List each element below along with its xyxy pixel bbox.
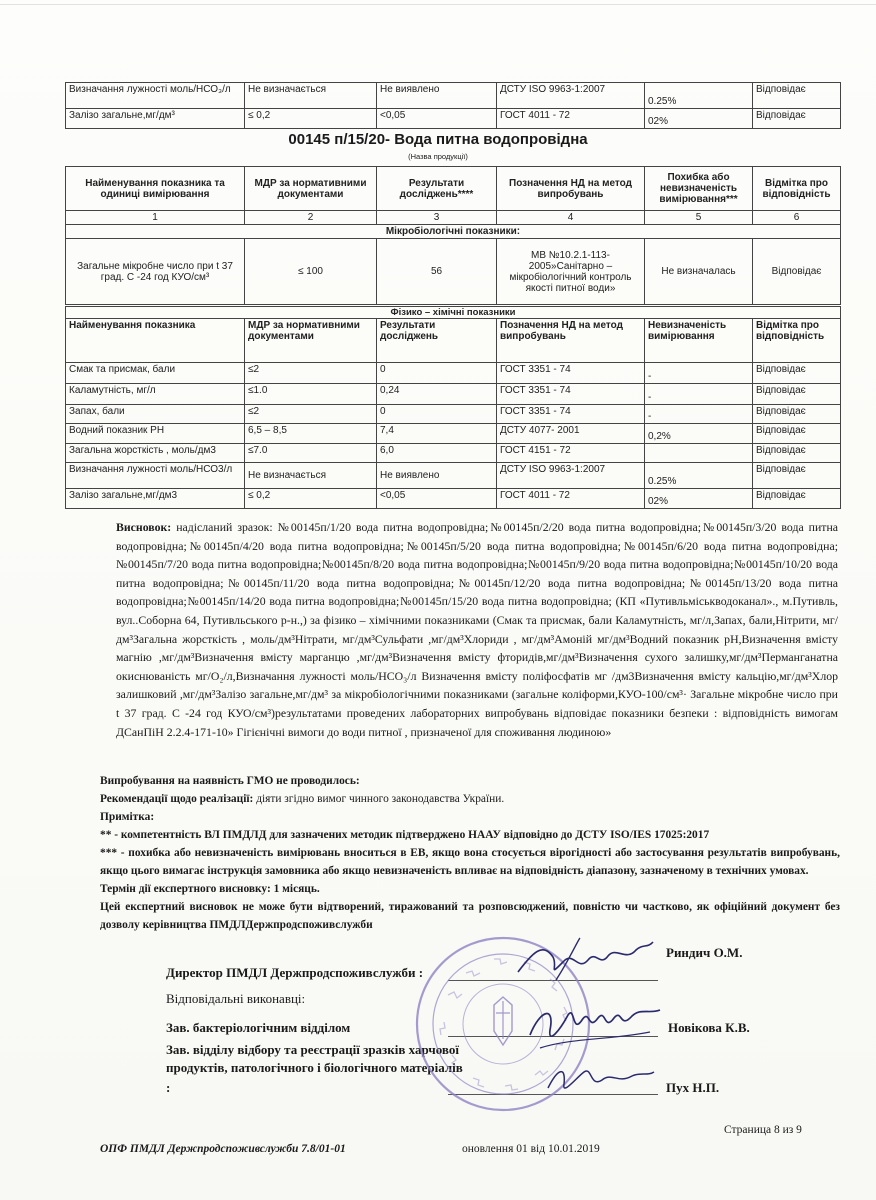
cell-mdr: ≤ 0,2 [245, 109, 377, 129]
director-signature [508, 932, 658, 992]
cell-nd: ДСТУ ISO 9963-1:2007 [497, 463, 645, 489]
bact-signature [520, 990, 670, 1060]
recommendation-text: діяти згідно вимог чинного законодавства України. [256, 793, 505, 805]
reg-title-line1: Зав. відділу відбору та реєстрації зразків харчової [166, 1042, 459, 1057]
gmo-note: Випробування на наявність ГМО не проводилось: [100, 775, 360, 787]
page-number: Страница 8 из 9 [724, 1124, 802, 1136]
cell-mark: Відповідає [753, 363, 841, 384]
cell-result: 6,0 [377, 444, 497, 463]
cell-nd: ГОСТ 4151 - 72 [497, 444, 645, 463]
cell-name: Каламутність, мг/л [66, 384, 245, 405]
col-header: Позначення НД на метод випробувань [497, 167, 645, 211]
table-row [66, 463, 841, 489]
cell-err: 0,2% [645, 424, 753, 444]
cell-result: <0,05 [377, 109, 497, 129]
col-number: 3 [377, 211, 497, 225]
cell-mdr: ≤1.0 [245, 384, 377, 405]
cell-mark: Відповідає [753, 384, 841, 405]
notes-block [100, 772, 840, 934]
note-competence: ** - компетентність ВЛ ПМДЛД для зазначених методик підтверджено НААУ відповідно до ДСТУ ISO/IES 17025:2017 [100, 829, 710, 841]
cell-name: Визначання лужності моль/НСО₃/л [66, 83, 245, 109]
table-row [66, 444, 841, 463]
cell-err: 0.25% [645, 83, 753, 109]
col-header: Невизначеність вимірювання [645, 319, 753, 363]
table-row [66, 83, 841, 109]
table-header-row [66, 319, 841, 363]
cell-mark: Відповідає [753, 463, 841, 489]
col-number: 4 [497, 211, 645, 225]
validity-term: Термін дії експертного висновку: 1 місяць. [100, 883, 320, 895]
sample-title: 00145 п/15/20- Вода питна водопровідна [288, 131, 588, 148]
recommendation-label: Рекомендації щодо реалізації: [100, 793, 254, 805]
cell-mdr: ≤7.0 [245, 444, 377, 463]
cell-name: Залізо загальне,мг/дм³ [66, 109, 245, 129]
cell-mark: Відповідає [753, 444, 841, 463]
conclusion-paragraph [116, 518, 838, 741]
reg-title-line2: продуктів, патологічного і біологічного матеріалів [166, 1060, 463, 1075]
cell-err: 02% [645, 489, 753, 509]
cell-mdr: ≤2 [245, 363, 377, 384]
director-name: Риндич О.М. [666, 945, 743, 960]
bact-title: Зав. бактеріологічним відділом [166, 1020, 351, 1035]
note-label: Примітка: [100, 811, 155, 823]
cell-mdr: Не визначається [245, 463, 377, 489]
table-row [66, 363, 841, 384]
cell-name: Загальне мікробне число при t 37 град. С -24 год КУО/см³ [66, 239, 245, 305]
cell-err: 0.25% [645, 463, 753, 489]
col-header: МДР за нормативними документами [245, 167, 377, 211]
conclusion-label: Висновок: [116, 520, 172, 534]
col-header: Похибка або невизначеність вимірювання*** [645, 167, 753, 211]
recommendation [100, 790, 840, 808]
table-row [66, 109, 841, 129]
cell-mdr: ≤2 [245, 405, 377, 424]
cell-nd: ГОСТ 3351 - 74 [497, 405, 645, 424]
cell-err: - [645, 384, 753, 405]
cell-name: Загальна жорсткість , моль/дм3 [66, 444, 245, 463]
col-number: 1 [66, 211, 245, 225]
table-row [66, 384, 841, 405]
cell-name: Смак та присмак, бали [66, 363, 245, 384]
cell-result: 0 [377, 363, 497, 384]
cell-mark: Відповідає [753, 83, 841, 109]
copyright-note: Цей експертний висновок не може бути відтворений, тиражований та розповсюджений, повністю чи частково, як офіційний документ без дозволу керівництва ПМДЛДержпродспоживслужби [100, 901, 840, 931]
section-row [66, 225, 841, 239]
reg-colon: : [166, 1080, 171, 1095]
cell-nd: ДСТУ ISO 9963-1:2007 [497, 83, 645, 109]
table-row [66, 405, 841, 424]
reg-signature [540, 1058, 660, 1098]
cell-nd: ГОСТ 3351 - 74 [497, 363, 645, 384]
col-number: 6 [753, 211, 841, 225]
update-note: оновлення 01 від 10.01.2019 [462, 1143, 600, 1155]
col-header: МДР за нормативними документами [245, 319, 377, 363]
col-header: Відмітка про відповідність [753, 319, 841, 363]
cell-nd: ГОСТ 4011 - 72 [497, 489, 645, 509]
micro-results-table [65, 166, 841, 305]
cell-mdr: 6,5 – 8,5 [245, 424, 377, 444]
table-row [66, 489, 841, 509]
cell-mdr: ≤ 100 [245, 239, 377, 305]
top-results-table [65, 82, 841, 129]
cell-name: Запах, бали [66, 405, 245, 424]
col-header: Найменування показника [66, 319, 245, 363]
cell-nd: ГОСТ 3351 - 74 [497, 384, 645, 405]
cell-result: 7,4 [377, 424, 497, 444]
table-header-row [66, 167, 841, 211]
phys-results-table [65, 306, 841, 509]
cell-mdr: Не визначається [245, 83, 377, 109]
cell-err: Не визначалась [645, 239, 753, 305]
col-header: Результати досліджень**** [377, 167, 497, 211]
table-row [66, 239, 841, 305]
col-header: Відмітка про відповідність [753, 167, 841, 211]
cell-mark: Відповідає [753, 109, 841, 129]
cell-mark: Відповідає [753, 405, 841, 424]
table-row [66, 424, 841, 444]
cell-err: - [645, 363, 753, 384]
section-row [66, 307, 841, 319]
cell-nd: ГОСТ 4011 - 72 [497, 109, 645, 129]
conclusion-text: надісланий зразок: №00145п/1/20 вода питна водопровідна;№00145п/2/20 вода питна водопровідна;№00145п/3/20 вода питна водопровідна;№00145п/4/20 вода питна водопровідна;№00145п/5/20 вода питна водопровідна;№00145п/6/20 вода питна водопровідна;№00145п/7/20 вода питна водопровідна;№00145п/8/20 вода питна водопровідна;№00145п/9/20 вода питна водопровідна;№00145п/10/20 вода питна водопровідна;№00145п/11/20 вода питна водопровідна;№00145п/12/20 вода питна водопровідна;№00145п/13/20 вода питна водопровідна;№00145п/14/20 вода питна водопровідна;№00145п/15/20 вода питна водопровідна; (КП «Путивльміськводоканал»., м.Путивль, вул..Соборна 64, Путивльського р-н.,) за фізико – хімічними показниками (Смак та присмак, бали Каламутність, мг/л,Запах, бали,Нітрити, мг/дм³Загальна жорсткість , моль/дм³Нітрати, мг/дм³Сульфати ,мг/дм³Хлориди , мг/дм³Амоній мг/дм³Водний показник рН,Визначення вмісту магнію ,мг/дм³Визначення вмісту марганцю ,мг/дм³Визначення вмісту фторидів,мг/дм³Визначення сухого залишку,мг/дм³Перманганатна окиснюваність мг/О₂/л,Визначання лужності моль/НСО₃/л Визначення вмісту поліфосфатів мг /дм3Визначення вмісту кальцію,мг/дм³Хлор залишковий ,мг/дм³Залізо загальне,мг/дм³ за мікробіологічними показниками (загальне коліформи,КУО-100/см³· Загальне мікробне число при t 37 град. С -24 год КУО/см³)результатами проведених лабораторних випробувань відповідає показники безпеки : відповідність вимогам ДСанПіН 2.2.4-171-10» Гігієнічні вимоги до води питної , призначеної для споживання людиною» [116, 520, 839, 739]
sample-subtitle: (Назва продукції) [408, 152, 468, 161]
section-label: Фізико – хімічні показники [66, 307, 841, 319]
cell-mark: Відповідає [753, 239, 841, 305]
cell-result: Не виявлено [377, 83, 497, 109]
cell-result: Не виявлено [377, 463, 497, 489]
column-number-row [66, 211, 841, 225]
cell-result: <0,05 [377, 489, 497, 509]
col-number: 2 [245, 211, 377, 225]
col-header: Найменування показника та одиниці вимірювання [66, 167, 245, 211]
cell-err: - [645, 405, 753, 424]
cell-name: Залізо загальне,мг/дм3 [66, 489, 245, 509]
section-label: Мікробіологічні показники: [66, 225, 841, 239]
note-uncertainty: *** - похибка або невизначеність вимірювань вноситься в ЕВ, якщо вона стосується вірогідності або застосування результатів випробувань, якщо цього вимагає інструкція замовника або якщо невизначеність впливає на відповідність діапазону, зазначеному в технічних умовах. [100, 847, 840, 877]
col-number: 5 [645, 211, 753, 225]
cell-result: 0,24 [377, 384, 497, 405]
reg-name: Пух Н.П. [666, 1080, 720, 1095]
cell-err [645, 444, 753, 463]
cell-mark: Відповідає [753, 424, 841, 444]
cell-result: 56 [377, 239, 497, 305]
cell-name: Водний показник РН [66, 424, 245, 444]
form-code: ОПФ ПМДЛ Держпродспоживслужби 7.8/01-01 [100, 1143, 346, 1155]
cell-result: 0 [377, 405, 497, 424]
col-header: Позначення НД на метод випробувань [497, 319, 645, 363]
bact-name: Новікова К.В. [668, 1020, 750, 1035]
col-header: Результати досліджень [377, 319, 497, 363]
responsible-label: Відповідальні виконавці: [166, 991, 306, 1006]
director-title: Директор ПМДЛ Держпродспоживслужби : [166, 965, 424, 980]
cell-nd: ДСТУ 4077- 2001 [497, 424, 645, 444]
cell-nd: МВ №10.2.1-113-2005»Санітарно – мікробіологічний контроль якості питної води» [497, 239, 645, 305]
cell-mark: Відповідає [753, 489, 841, 509]
cell-mdr: ≤ 0,2 [245, 489, 377, 509]
cell-err: 02% [645, 109, 753, 129]
scan-edge [0, 0, 876, 5]
cell-name: Визначання лужності моль/НСО3/л [66, 463, 245, 489]
